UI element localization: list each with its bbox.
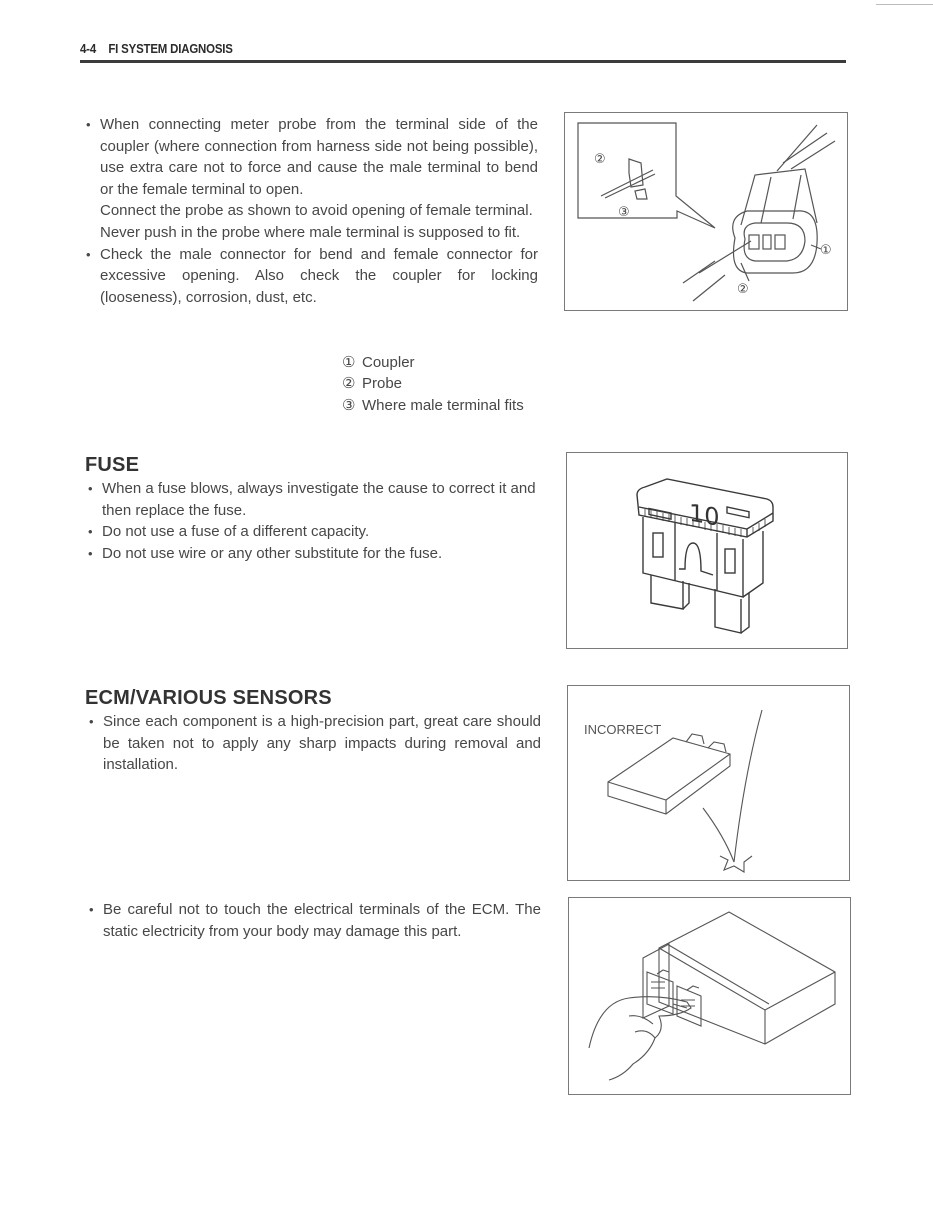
- section-title: FI SYSTEM DIAGNOSIS: [108, 41, 233, 56]
- page-edge-mark: [876, 4, 933, 5]
- ecm-drop-illustration: [568, 686, 849, 880]
- fuse-bullet: • Do not use a fuse of a different capacity.: [85, 521, 540, 543]
- ecm-heading: ECM/VARIOUS SENSORS: [85, 687, 332, 709]
- coupler-probe-illustration: [565, 113, 847, 310]
- callout-probe: ②: [737, 282, 749, 297]
- fuse-rating-label: 10: [689, 498, 720, 532]
- probe-bullet-2: [83, 244, 538, 309]
- ecm-instructions-impact: [86, 711, 541, 776]
- ecm-bullet-impact: • Since each component is a high-precision part, great care should be taken not to apply any sharp impacts during removal and installation.: [86, 711, 541, 776]
- callout-coupler: ①: [820, 243, 832, 258]
- probe-note-connect: Connect the probe as shown to avoid opening of female terminal.: [100, 202, 533, 220]
- callout-probe-inset: ②: [594, 152, 606, 167]
- fuse-heading: FUSE: [85, 454, 140, 476]
- legend-marker: ③: [342, 396, 356, 414]
- ecm-instructions-static: [86, 899, 541, 942]
- header-rule: [80, 60, 846, 63]
- fuse-figure: [566, 452, 848, 649]
- fuse-illustration: [567, 453, 847, 648]
- legend-label: Where male terminal fits: [362, 396, 524, 414]
- page-number: 4-4: [80, 41, 97, 56]
- header-title: [80, 41, 754, 56]
- ecm-terminal-touch-illustration: [569, 898, 850, 1094]
- incorrect-label: INCORRECT: [584, 722, 662, 737]
- callout-male-terminal: ③: [618, 205, 630, 220]
- legend-label: Probe: [362, 375, 403, 393]
- coupler-probe-figure: [564, 112, 848, 311]
- legend-label: Coupler: [362, 354, 415, 371]
- fuse-bullet: • When a fuse blows, always investigate the cause to correct it and then replace the fuse.: [85, 478, 540, 521]
- probe-bullet-1-text: When connecting meter probe from the terminal side of the coupler (where connection from harness side not being possible), use extra care not to force and cause the male terminal to bend or the female terminal to open.: [100, 116, 538, 198]
- legend-marker: ①: [342, 354, 356, 371]
- fuse-bullet: • Do not use wire or any other substitute for the fuse.: [85, 543, 540, 565]
- legend-item: [342, 395, 524, 416]
- probe-instructions: [83, 114, 538, 308]
- legend-item: [342, 373, 524, 394]
- ecm-terminal-figure: [568, 897, 851, 1095]
- ecm-bullet-static: • Be careful not to touch the electrical terminals of the ECM. The static electricity from your body may damage this part.: [86, 899, 541, 942]
- page-header: [80, 41, 846, 63]
- ecm-drop-figure: [567, 685, 850, 881]
- legend-marker: ②: [342, 375, 356, 393]
- probe-note-never-push: Never push in the probe where male terminal is supposed to fit.: [100, 223, 521, 241]
- probe-bullet-2-text: Check the male connector for bend and female connector for excessive opening. Also check the coupler for locking (looseness), corrosion, dust, etc.: [100, 245, 538, 306]
- probe-bullet-1: [83, 114, 538, 200]
- legend-item: [342, 352, 524, 373]
- fuse-instructions: [85, 478, 540, 564]
- figure-legend: [342, 352, 524, 416]
